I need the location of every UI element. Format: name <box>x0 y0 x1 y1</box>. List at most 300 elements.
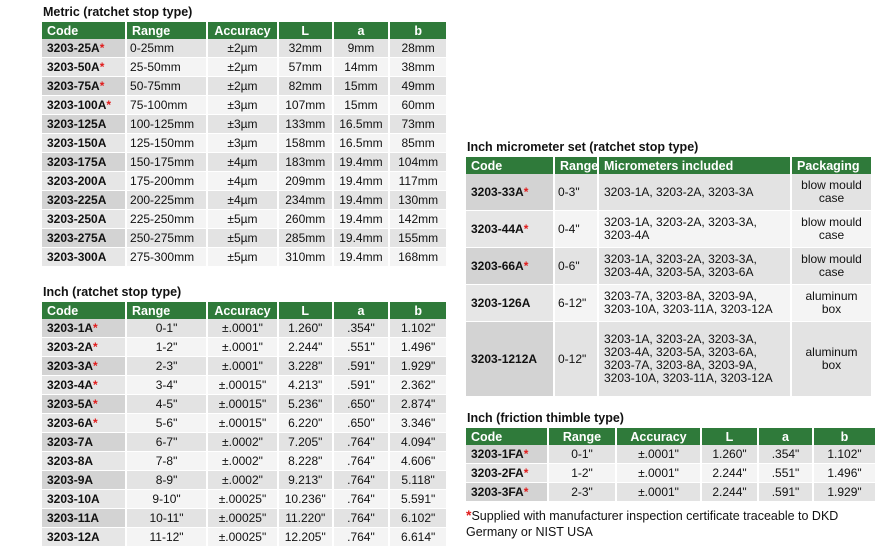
b-cell: 1.102" <box>813 445 876 464</box>
header-b: b <box>389 22 447 39</box>
range-cell: 5-6" <box>126 414 207 433</box>
range-cell: 0-6" <box>554 248 598 285</box>
micrometers-included-cell: 3203-1A, 3203-2A, 3203-3A, 3203-4A <box>598 211 791 248</box>
range-cell: 6-7" <box>126 433 207 452</box>
a-cell: .591" <box>758 483 813 502</box>
l-cell: 10.236" <box>278 490 333 509</box>
inch-friction-table <box>466 428 877 502</box>
code-text: 3203-6A <box>47 415 94 430</box>
accuracy-cell: ±.0001" <box>616 445 701 464</box>
table-row <box>466 211 872 248</box>
b-cell: 168mm <box>389 248 447 267</box>
code-text: 3203-44A <box>471 221 524 236</box>
metric-header-row <box>42 22 447 39</box>
b-cell: 6.614" <box>389 528 447 547</box>
micrometers-included-cell: 3203-1A, 3203-2A, 3203-3A <box>598 174 791 211</box>
table-row <box>42 357 447 376</box>
code-cell <box>42 248 126 267</box>
code-cell <box>42 338 126 357</box>
header-code: Code <box>42 302 126 319</box>
table-row <box>42 172 447 191</box>
a-cell: 19.4mm <box>333 191 390 210</box>
inch-ratchet-section <box>42 285 448 547</box>
code-text: 3203-50A <box>47 59 100 74</box>
range-cell: 100-125mm <box>126 115 207 134</box>
table-row <box>42 115 447 134</box>
code-text: 3203-1A <box>47 320 94 335</box>
code-cell <box>42 509 126 528</box>
inch-set-table <box>466 157 873 397</box>
code-cell <box>42 77 126 96</box>
range-cell: 0-1" <box>126 319 207 338</box>
range-cell: 7-8" <box>126 452 207 471</box>
range-cell: 275-300mm <box>126 248 207 267</box>
code-text: 3203-2A <box>47 339 94 354</box>
b-cell: 130mm <box>389 191 447 210</box>
accuracy-cell: ±.00025" <box>207 528 278 547</box>
header-range: Range <box>548 428 616 445</box>
inch-friction-body <box>466 445 876 502</box>
code-cell <box>466 445 548 464</box>
l-cell: 158mm <box>278 134 333 153</box>
range-cell: 2-3" <box>548 483 616 502</box>
code-cell <box>42 96 126 115</box>
a-cell: .650" <box>333 414 390 433</box>
b-cell: 2.874" <box>389 395 447 414</box>
a-cell: 16.5mm <box>333 115 390 134</box>
table-row <box>466 483 876 502</box>
code-cell <box>466 285 554 322</box>
header-a: a <box>758 428 813 445</box>
certificate-star: * <box>99 78 105 93</box>
code-cell <box>466 174 554 211</box>
code-cell <box>466 248 554 285</box>
code-cell <box>466 464 548 483</box>
range-cell: 1-2" <box>126 338 207 357</box>
a-cell: 19.4mm <box>333 172 390 191</box>
code-cell <box>42 471 126 490</box>
accuracy-cell: ±4µm <box>207 191 278 210</box>
range-cell: 8-9" <box>126 471 207 490</box>
l-cell: 32mm <box>278 39 333 58</box>
range-cell: 75-100mm <box>126 96 207 115</box>
code-text: 3203-66A <box>471 258 524 273</box>
code-cell <box>42 395 126 414</box>
l-cell: 107mm <box>278 96 333 115</box>
a-cell: .650" <box>333 395 390 414</box>
b-cell: 104mm <box>389 153 447 172</box>
certificate-star: * <box>99 40 105 55</box>
code-text: 3203-275A <box>47 230 107 245</box>
micrometers-included-cell: 3203-7A, 3203-8A, 3203-9A, 3203-10A, 3203-11A, 3203-12A <box>598 285 791 322</box>
table-row <box>42 77 447 96</box>
certificate-star: * <box>93 415 98 430</box>
range-cell: 3-4" <box>126 376 207 395</box>
a-cell: .764" <box>333 490 390 509</box>
l-cell: 234mm <box>278 191 333 210</box>
header-b: b <box>813 428 876 445</box>
table-row <box>42 39 447 58</box>
code-cell <box>42 229 126 248</box>
inch-set-section <box>466 140 873 397</box>
code-cell <box>42 58 126 77</box>
header-accuracy: Accuracy <box>207 302 278 319</box>
l-cell: 6.220" <box>278 414 333 433</box>
table-row <box>42 96 447 115</box>
code-text: 3203-10A <box>47 491 100 506</box>
inch-ratchet-header-row <box>42 302 447 319</box>
accuracy-cell: ±.00015" <box>207 395 278 414</box>
a-cell: .764" <box>333 528 390 547</box>
code-text: 3203-7A <box>47 434 94 449</box>
a-cell: 15mm <box>333 77 390 96</box>
accuracy-cell: ±.00015" <box>207 414 278 433</box>
range-cell: 125-150mm <box>126 134 207 153</box>
range-cell: 25-50mm <box>126 58 207 77</box>
table-row <box>466 248 872 285</box>
b-cell: 73mm <box>389 115 447 134</box>
code-cell <box>42 452 126 471</box>
table-row <box>42 414 447 433</box>
b-cell: 1.496" <box>813 464 876 483</box>
certificate-star: * <box>93 358 98 373</box>
code-cell <box>42 153 126 172</box>
l-cell: 285mm <box>278 229 333 248</box>
accuracy-cell: ±5µm <box>207 210 278 229</box>
code-text: 3203-200A <box>47 173 107 188</box>
b-cell: 1.929" <box>389 357 447 376</box>
l-cell: 57mm <box>278 58 333 77</box>
metric-body <box>42 39 447 267</box>
range-cell: 4-5" <box>126 395 207 414</box>
table-row <box>42 509 447 528</box>
header-accuracy: Accuracy <box>616 428 701 445</box>
certificate-star: * <box>523 465 529 480</box>
code-cell <box>42 376 126 395</box>
inch-set-header-row <box>466 157 872 174</box>
b-cell: 3.346" <box>389 414 447 433</box>
accuracy-cell: ±2µm <box>207 58 278 77</box>
l-cell: 82mm <box>278 77 333 96</box>
code-cell <box>466 322 554 397</box>
accuracy-cell: ±.00025" <box>207 490 278 509</box>
b-cell: 117mm <box>389 172 447 191</box>
code-text: 3203-126A <box>471 295 531 310</box>
code-cell <box>466 483 548 502</box>
code-cell <box>42 134 126 153</box>
accuracy-cell: ±2µm <box>207 77 278 96</box>
table-row <box>42 338 447 357</box>
code-text: 3203-12A <box>47 529 100 544</box>
range-cell: 250-275mm <box>126 229 207 248</box>
table-row <box>42 490 447 509</box>
b-cell: 4.606" <box>389 452 447 471</box>
table-row <box>42 248 447 267</box>
b-cell: 2.362" <box>389 376 447 395</box>
a-cell: .764" <box>333 471 390 490</box>
range-cell: 10-11" <box>126 509 207 528</box>
inch-ratchet-body <box>42 319 447 547</box>
table-row <box>42 210 447 229</box>
a-cell: 19.4mm <box>333 248 390 267</box>
code-text: 3203-3FA <box>471 484 524 499</box>
packaging-cell: aluminum box <box>791 322 872 397</box>
range-cell: 6-12" <box>554 285 598 322</box>
range-cell: 1-2" <box>548 464 616 483</box>
code-cell <box>42 115 126 134</box>
metric-title: Metric (ratchet stop type) <box>43 5 193 19</box>
code-text: 3203-225A <box>47 192 107 207</box>
range-cell: 200-225mm <box>126 191 207 210</box>
code-text: 3203-100A <box>47 97 107 112</box>
a-cell: .591" <box>333 357 390 376</box>
b-cell: 28mm <box>389 39 447 58</box>
header-code: Code <box>466 157 554 174</box>
accuracy-cell: ±.00015" <box>207 376 278 395</box>
header-l: L <box>701 428 758 445</box>
code-cell <box>42 191 126 210</box>
packaging-cell: blow mould case <box>791 211 872 248</box>
code-text: 3203-300A <box>47 249 107 264</box>
code-text: 3203-1212A <box>471 351 538 366</box>
a-cell: 16.5mm <box>333 134 390 153</box>
micrometers-included-cell: 3203-1A, 3203-2A, 3203-3A, 3203-4A, 3203-5A, 3203-6A <box>598 248 791 285</box>
code-text: 3203-250A <box>47 211 107 226</box>
a-cell: 19.4mm <box>333 229 390 248</box>
certificate-star: * <box>93 396 98 411</box>
header-l: L <box>278 302 333 319</box>
b-cell: 142mm <box>389 210 447 229</box>
accuracy-cell: ±.0001" <box>207 338 278 357</box>
accuracy-cell: ±3µm <box>207 96 278 115</box>
l-cell: 133mm <box>278 115 333 134</box>
table-row <box>42 191 447 210</box>
code-text: 3203-150A <box>47 135 107 150</box>
a-cell: .551" <box>758 464 813 483</box>
header-range: Range <box>126 302 207 319</box>
range-cell: 225-250mm <box>126 210 207 229</box>
header-code: Code <box>42 22 126 39</box>
code-cell <box>42 414 126 433</box>
accuracy-cell: ±.0001" <box>616 483 701 502</box>
code-text: 3203-2FA <box>471 465 524 480</box>
accuracy-cell: ±2µm <box>207 39 278 58</box>
packaging-cell: aluminum box <box>791 285 872 322</box>
code-cell <box>42 357 126 376</box>
l-cell: 3.228" <box>278 357 333 376</box>
code-cell <box>42 172 126 191</box>
inch-set-title: Inch micrometer set (ratchet stop type) <box>467 140 699 154</box>
table-row <box>42 376 447 395</box>
l-cell: 1.260" <box>701 445 758 464</box>
code-text: 3203-3A <box>47 358 94 373</box>
code-cell <box>42 490 126 509</box>
accuracy-cell: ±.00025" <box>207 509 278 528</box>
code-cell <box>42 210 126 229</box>
l-cell: 8.228" <box>278 452 333 471</box>
header-l: L <box>278 22 333 39</box>
footnote-text: Supplied with manufacturer inspection certificate traceable to DKD Germany or NIST USA <box>466 509 839 539</box>
footnote-star: * <box>466 507 472 523</box>
range-cell: 150-175mm <box>126 153 207 172</box>
code-text: 3203-75A <box>47 78 100 93</box>
inch-friction-title: Inch (friction thimble type) <box>467 411 624 425</box>
a-cell: 19.4mm <box>333 153 390 172</box>
header-range: Range <box>554 157 598 174</box>
b-cell: 38mm <box>389 58 447 77</box>
b-cell: 5.118" <box>389 471 447 490</box>
a-cell: .354" <box>333 319 390 338</box>
a-cell: 19.4mm <box>333 210 390 229</box>
code-text: 3203-5A <box>47 396 94 411</box>
a-cell: 9mm <box>333 39 390 58</box>
accuracy-cell: ±3µm <box>207 115 278 134</box>
l-cell: 12.205" <box>278 528 333 547</box>
table-row <box>42 134 447 153</box>
header-a: a <box>333 22 390 39</box>
table-row <box>466 445 876 464</box>
table-row <box>466 285 872 322</box>
range-cell: 0-12" <box>554 322 598 397</box>
range-cell: 0-25mm <box>126 39 207 58</box>
accuracy-cell: ±.0001" <box>616 464 701 483</box>
l-cell: 209mm <box>278 172 333 191</box>
inch-ratchet-table <box>42 302 448 547</box>
inch-ratchet-title: Inch (ratchet stop type) <box>43 285 182 299</box>
certificate-star: * <box>93 339 98 354</box>
b-cell: 5.591" <box>389 490 447 509</box>
code-text: 3203-11A <box>47 510 100 525</box>
table-row <box>42 528 447 547</box>
range-cell: 9-10" <box>126 490 207 509</box>
header-a: a <box>333 302 390 319</box>
accuracy-cell: ±3µm <box>207 134 278 153</box>
l-cell: 4.213" <box>278 376 333 395</box>
b-cell: 49mm <box>389 77 447 96</box>
code-text: 3203-25A <box>47 40 100 55</box>
accuracy-cell: ±.0002" <box>207 452 278 471</box>
a-cell: 14mm <box>333 58 390 77</box>
table-row <box>42 153 447 172</box>
range-cell: 2-3" <box>126 357 207 376</box>
b-cell: 4.094" <box>389 433 447 452</box>
b-cell: 85mm <box>389 134 447 153</box>
l-cell: 260mm <box>278 210 333 229</box>
l-cell: 2.244" <box>701 483 758 502</box>
range-cell: 0-3" <box>554 174 598 211</box>
packaging-cell: blow mould case <box>791 248 872 285</box>
b-cell: 1.929" <box>813 483 876 502</box>
accuracy-cell: ±5µm <box>207 229 278 248</box>
header-b: b <box>389 302 447 319</box>
certificate-star: * <box>523 184 529 199</box>
code-cell <box>466 211 554 248</box>
accuracy-cell: ±.0001" <box>207 357 278 376</box>
l-cell: 2.244" <box>701 464 758 483</box>
code-cell <box>42 319 126 338</box>
table-row <box>42 58 447 77</box>
b-cell: 1.102" <box>389 319 447 338</box>
l-cell: 310mm <box>278 248 333 267</box>
code-cell <box>42 39 126 58</box>
accuracy-cell: ±4µm <box>207 153 278 172</box>
l-cell: 11.220" <box>278 509 333 528</box>
a-cell: .354" <box>758 445 813 464</box>
accuracy-cell: ±.0001" <box>207 319 278 338</box>
accuracy-cell: ±4µm <box>207 172 278 191</box>
b-cell: 1.496" <box>389 338 447 357</box>
metric-table <box>42 22 448 267</box>
table-row <box>42 452 447 471</box>
a-cell: .764" <box>333 509 390 528</box>
code-text: 3203-8A <box>47 453 94 468</box>
a-cell: .764" <box>333 433 390 452</box>
inch-set-body <box>466 174 872 397</box>
table-row <box>466 464 876 483</box>
table-row <box>466 174 872 211</box>
table-row <box>42 319 447 338</box>
metric-section <box>42 5 448 267</box>
accuracy-cell: ±5µm <box>207 248 278 267</box>
inch-friction-header-row <box>466 428 876 445</box>
certificate-star: * <box>106 97 112 112</box>
header-packaging: Packaging <box>791 157 872 174</box>
table-row <box>42 395 447 414</box>
certificate-star: * <box>93 377 98 392</box>
l-cell: 183mm <box>278 153 333 172</box>
range-cell: 0-4" <box>554 211 598 248</box>
b-cell: 155mm <box>389 229 447 248</box>
accuracy-cell: ±.0002" <box>207 471 278 490</box>
a-cell: .764" <box>333 452 390 471</box>
table-row <box>42 229 447 248</box>
a-cell: 15mm <box>333 96 390 115</box>
header-range: Range <box>126 22 207 39</box>
table-row <box>466 322 872 397</box>
code-text: 3203-175A <box>47 154 107 169</box>
footnote <box>466 507 876 540</box>
a-cell: .551" <box>333 338 390 357</box>
table-row <box>42 433 447 452</box>
certificate-star: * <box>523 484 529 499</box>
inch-friction-section <box>466 411 877 502</box>
accuracy-cell: ±.0002" <box>207 433 278 452</box>
range-cell: 50-75mm <box>126 77 207 96</box>
l-cell: 1.260" <box>278 319 333 338</box>
packaging-cell: blow mould case <box>791 174 872 211</box>
b-cell: 60mm <box>389 96 447 115</box>
range-cell: 175-200mm <box>126 172 207 191</box>
code-cell <box>42 433 126 452</box>
a-cell: .591" <box>333 376 390 395</box>
code-cell <box>42 528 126 547</box>
micrometers-included-cell: 3203-1A, 3203-2A, 3203-3A, 3203-4A, 3203-5A, 3203-6A, 3203-7A, 3203-8A, 3203-9A, 3203-10A, 3203-11A, 3203-12A <box>598 322 791 397</box>
certificate-star: * <box>523 221 529 236</box>
range-cell: 11-12" <box>126 528 207 547</box>
code-text: 3203-9A <box>47 472 94 487</box>
code-text: 3203-125A <box>47 116 107 131</box>
certificate-star: * <box>523 258 529 273</box>
l-cell: 9.213" <box>278 471 333 490</box>
code-text: 3203-1FA <box>471 446 524 461</box>
certificate-star: * <box>99 59 105 74</box>
l-cell: 7.205" <box>278 433 333 452</box>
code-text: 3203-33A <box>471 184 524 199</box>
certificate-star: * <box>93 320 98 335</box>
table-row <box>42 471 447 490</box>
header-code: Code <box>466 428 548 445</box>
code-text: 3203-4A <box>47 377 94 392</box>
